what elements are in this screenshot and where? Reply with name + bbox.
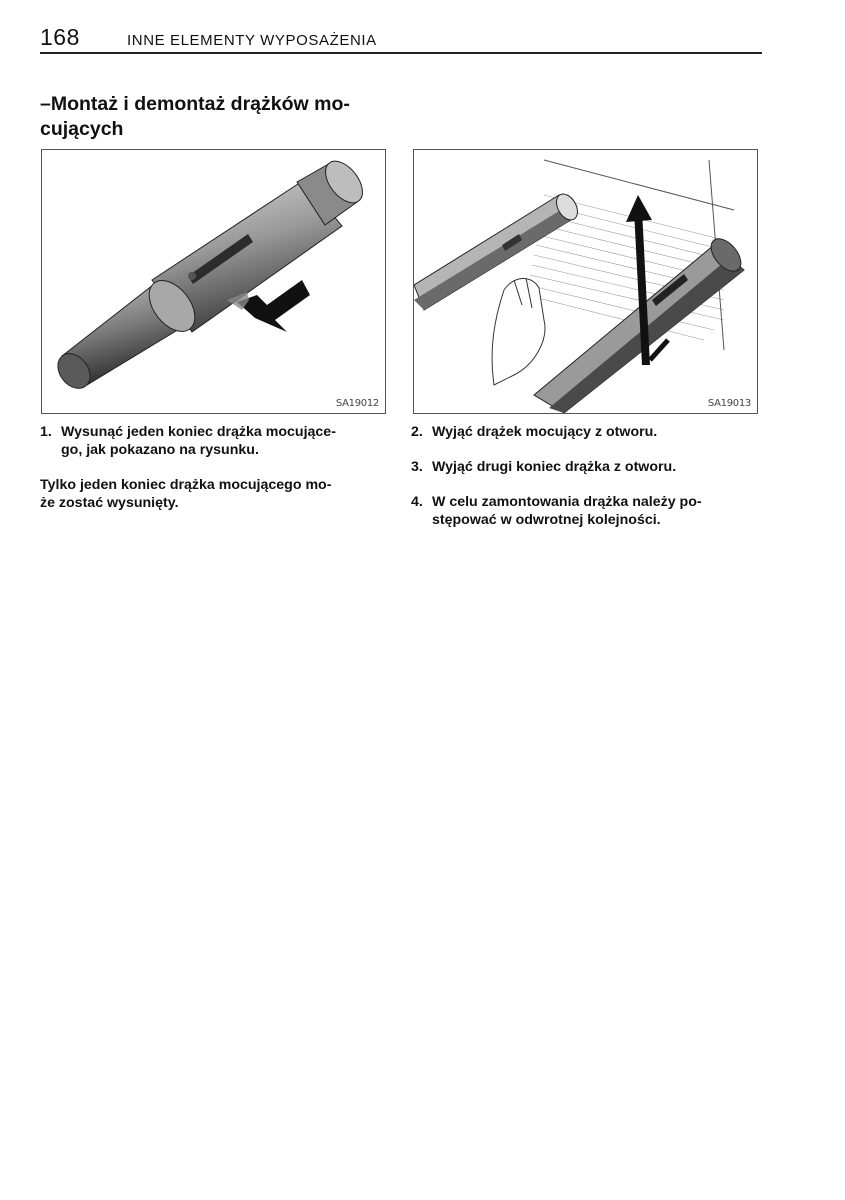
page-header: [40, 26, 762, 54]
note-line1: Tylko jeden koniec drążka mocującego mo-: [40, 477, 332, 493]
figure-rod-remove: [413, 149, 758, 414]
figure-code: SA19012: [335, 398, 379, 409]
step-text-line2: go, jak pokazano na rysunku.: [61, 442, 259, 458]
step-text-line1: Wysunąć jeden koniec drążka mocujące-: [61, 424, 336, 440]
step-text-line2: stępować w odwrotnej kolejności.: [432, 512, 661, 528]
rod-illustration: [42, 150, 385, 413]
note-line2: że zostać wysunięty.: [40, 495, 179, 511]
figure-code: SA19013: [707, 398, 751, 409]
step-number: 1.: [40, 424, 52, 440]
step-1: [40, 423, 388, 459]
left-column: [40, 423, 388, 528]
figure-rod-extend: [41, 149, 386, 414]
step-text: Wyjąć drugi koniec drążka z otworu.: [432, 459, 677, 475]
section-title: [40, 92, 390, 142]
step-text: Wyjąć drążek mocujący z otworu.: [432, 424, 658, 440]
step-number: 2.: [411, 424, 423, 440]
step-text-line1: W celu zamontowania drążka należy po-: [432, 494, 702, 510]
step-3: [411, 458, 763, 476]
section-title-line1: –Montaż i demontaż drążków mo-: [40, 93, 350, 115]
step-2: [411, 423, 763, 441]
rod-removal-illustration: [414, 150, 757, 413]
right-column: [411, 423, 763, 546]
section-title-line2: cujących: [40, 118, 124, 140]
step-number: 4.: [411, 494, 423, 510]
chapter-title: INNE ELEMENTY WYPOSAŻENIA: [127, 32, 377, 49]
note-paragraph: [40, 476, 388, 512]
step-4: [411, 493, 763, 529]
step-number: 3.: [411, 459, 423, 475]
step-text: [61, 423, 388, 459]
page-number: 168: [40, 24, 80, 50]
step-text: [432, 493, 763, 529]
